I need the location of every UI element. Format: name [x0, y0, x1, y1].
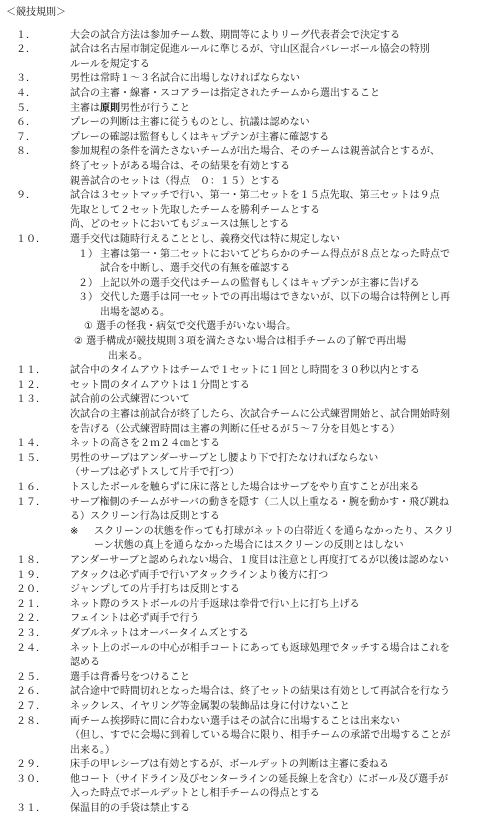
rule-line: ネットの高さを２ｍ２４㎝とする [70, 438, 220, 450]
rule-number: ６． [16, 117, 36, 129]
rule-number: ２３． [16, 627, 46, 639]
sub-item-line: 試合を中断し、選手交代の有無を確認する [100, 263, 290, 275]
rule-line: 試合前の公式練習について [70, 394, 190, 406]
rule-body [70, 233, 497, 364]
rule-item [6, 145, 497, 189]
rule-item [6, 554, 497, 569]
rule-number: １１． [16, 365, 46, 377]
rule-body [70, 496, 497, 554]
sub-item [70, 291, 497, 320]
rule-body [70, 145, 497, 189]
rule-number: ７． [16, 131, 36, 143]
rule-line: フェイントは必ず両手で行う [70, 613, 200, 625]
circled-text: 選手構成が競技規則３項を満たさない場合は相手チームの了解で再出場 [86, 336, 407, 348]
rule-body [70, 364, 497, 379]
rule-item [6, 481, 497, 496]
rule-body [70, 700, 497, 715]
rule-body [70, 481, 497, 496]
rule-line: 選手交代は随時行えることとし、義務交代は特に規定しない [70, 233, 340, 245]
rule-number: １６． [16, 482, 46, 493]
rule-item [6, 87, 497, 102]
rule-item [6, 393, 497, 437]
rule-item [6, 627, 497, 642]
rule-number: １９． [16, 569, 46, 581]
rule-number: ２８． [16, 715, 46, 727]
rule-line: 尚、どのセットにおいてもジュースは無しとする [70, 219, 290, 231]
rule-line: 入った時点でボールデットとし相手チームの得点とする [70, 788, 320, 800]
rule-number: ３１． [16, 803, 46, 815]
rule-body [70, 642, 497, 671]
rule-line: 選手は背番号をつけること [70, 671, 190, 683]
rule-line: 男性のサーブはアンダーサーブとし腰より下で打たなければならない [70, 452, 379, 464]
circled-item [70, 320, 497, 335]
rule-body [70, 131, 497, 146]
rule-line: ダブルネットはオーバータイムズとする [70, 627, 249, 639]
rule-number: ２９． [16, 759, 46, 771]
sub-item [70, 277, 497, 292]
rule-line: 出来る。） [70, 744, 115, 756]
rule-item [6, 452, 497, 481]
rule-number: １０． [16, 233, 46, 245]
rule-item [6, 43, 497, 72]
rule-line: 他コート（サイドライン及びセンターラインの延長線上を含む）にボール及び選手が [70, 773, 449, 785]
rule-line: ネックレス、イヤリング等金属製の装飾品は身に付けないこと [70, 700, 350, 712]
rule-body [70, 554, 497, 569]
rule-line: 両チーム挨拶時に間に合わない選手はその試合に出場することは出来ない [70, 715, 400, 727]
rules-list [6, 29, 497, 817]
rule-line: ジャンプしての片手打ちは反則とする [70, 584, 240, 596]
rule-number: ２１． [16, 598, 46, 610]
rule-line: （サーブは必ずトスして片手で打つ） [70, 467, 240, 479]
rule-body [70, 612, 497, 627]
rule-body [70, 685, 497, 700]
sub-item-body [100, 291, 497, 320]
rule-number: １５． [16, 452, 46, 464]
rule-item [6, 437, 497, 452]
rule-item [6, 72, 497, 87]
rule-line: を告げる（公式練習時間は主審の判断に任せるが５～７分を目処とする） [70, 423, 400, 435]
rule-line: セット間のタイムアウトは１分間とする [70, 379, 250, 391]
rule-number: ２７． [16, 700, 46, 712]
rule-line: 試合途中で時間切れとなった場合は、終了セットの結果は有効として再試合を行なう [70, 686, 450, 698]
rule-line: る）スクリーン行為は反則とする [70, 511, 220, 523]
sub-item-line: 上記以外の選手交代はチームの監督もしくはキャプテンが主審に告げる [100, 277, 420, 289]
sub-item-number: ３） [78, 292, 98, 304]
rule-line: 保温目的の手袋は禁止する [70, 803, 190, 815]
sub-item-body [100, 248, 497, 277]
rule-line: ネット上のボールの中心が相手コートにあっても返球処理でタッチする場合はこれを [70, 642, 450, 654]
rule-body [70, 29, 497, 44]
rule-item [6, 496, 497, 554]
rule-item [6, 569, 497, 584]
sub-item-body [100, 277, 497, 292]
rule-body [70, 87, 497, 102]
circled-mark: ① [84, 321, 97, 333]
sub-item [70, 248, 497, 277]
rule-line: アタックは必ず両手で行いアタックラインより後方に打つ [70, 569, 329, 581]
sub-item-line: 交代した選手は同一セットでの再出場はできないが、以下の場合は特例とし再 [100, 292, 450, 304]
rule-item [6, 642, 497, 671]
rule-number: １４． [16, 438, 46, 450]
rule-line: （但し、すでに会場に到着している場合に限り、相手チームの承諾で出場することが [70, 730, 451, 742]
rule-line: 試合は３セットマッチで行い、第一・第二セットを１５点先取、第三セットは９点 [70, 190, 440, 202]
rule-number: ２４． [16, 642, 46, 654]
rule-item [6, 612, 497, 627]
rule-number: ２０． [16, 584, 46, 596]
rule-item [6, 364, 497, 379]
rule-body [70, 379, 497, 394]
note-line: スクリーンの状態を作っても打球がネットの白帯近くを通らなかったり、スクリ [94, 525, 454, 537]
sub-item-line: 主審は第一・第二セットにおいてどちらかのチーム得点が８点となった時点で [100, 248, 450, 260]
rule-item [6, 189, 497, 233]
rule-item [6, 758, 497, 773]
rule-body [70, 102, 497, 117]
rule-number: ２５． [16, 671, 46, 683]
rule-body [70, 758, 497, 773]
rule-body [70, 583, 497, 598]
rule-line: 主審は原則男性が行うこと [70, 102, 190, 114]
rule-line: 試合の主審・線審・スコアラーは指定されたチームから選出すること [70, 87, 380, 99]
document-title: ＜競技規則＞ [6, 7, 66, 18]
rule-body [70, 189, 497, 233]
rule-line: 男性は常時１～３名試合に出場しなければならない [70, 73, 300, 85]
rule-item [6, 583, 497, 598]
rule-line: 試合中のタイムアウトはチームで１セットに１回とし時間を３０秒以内とする [70, 365, 420, 377]
rule-number: ３０． [16, 773, 46, 785]
circled-continuation: 出来る。 [108, 350, 148, 362]
rule-number: ４． [16, 87, 36, 99]
rule-line: 終了セットがある場合は、その結果を有効とする [70, 160, 290, 172]
rule-body [70, 598, 497, 613]
circled-item [70, 335, 497, 364]
rule-body [70, 715, 497, 759]
rule-number: ３． [16, 73, 36, 85]
rule-line: トスしたボールを触らずに床に落とした場合はサーブをやり直すことが出来る [70, 482, 420, 493]
rule-line: ネット際のラストボールの片手返球は拳骨で行い上に打ち上げる [70, 598, 360, 610]
rule-item [6, 598, 497, 613]
rule-item [6, 233, 497, 364]
rule-number: ９． [16, 190, 36, 202]
note-mark: ※ [70, 525, 79, 537]
rule-item [6, 685, 497, 700]
rule-number: ５． [16, 102, 36, 114]
rule-note [70, 525, 497, 554]
rule-item [6, 29, 497, 44]
rule-number: ８． [16, 146, 36, 158]
rule-number: １． [16, 29, 36, 41]
rule-body [70, 773, 497, 802]
rule-body [70, 569, 497, 584]
rule-line: アンダーサーブと認められない場合、１度目は注意とし再度打てるが以後は認めない [70, 554, 449, 566]
rule-line: 次試合の主審は前試合が終了したら、次試合チームに公式練習開始と、試合開始時刻 [70, 409, 450, 421]
rule-body [70, 452, 497, 481]
rule-number: １３． [16, 394, 46, 406]
rule-line: 大会の試合方法は参加チーム数、期間等によりリーグ代表者会で決定する [70, 29, 400, 41]
note-body [94, 525, 497, 554]
rule-item [6, 102, 497, 117]
sub-item-number: １） [78, 248, 98, 260]
rule-item [6, 802, 497, 817]
rule-line: 親善試合のセットは（得点 ０：１５）とする [70, 175, 280, 187]
rule-number: ２２． [16, 613, 46, 625]
rule-line: 認める [70, 657, 100, 669]
emphasis-text: 原則 [100, 102, 120, 114]
rule-number: １８． [16, 554, 46, 566]
rule-number: １７． [16, 496, 46, 508]
rule-line: 試合は名古屋市制定促進ルールに準じるが、守山区混合バレーボール協会の特別 [70, 44, 430, 56]
rule-body [70, 802, 497, 817]
rule-body [70, 627, 497, 642]
rule-body [70, 72, 497, 87]
rule-line: 床手の甲レシーブは有効とするが、ボールデットの判断は主審に委ねる [70, 759, 389, 771]
sub-item-line: 出場を認める。 [100, 306, 170, 318]
rule-item [6, 379, 497, 394]
rule-body [70, 43, 497, 72]
rule-number: ２６． [16, 686, 46, 698]
rule-item [6, 116, 497, 131]
rule-line: ルールを規定する [70, 58, 150, 70]
sub-item-number: ２） [78, 277, 98, 289]
rule-item [6, 700, 497, 715]
rule-body [70, 116, 497, 131]
rule-number: ２． [16, 44, 36, 56]
rule-line: 先取として２セット先取したチームを勝利チームとする [70, 204, 320, 216]
rule-body [70, 671, 497, 686]
note-line: ーン状態の真上を通らなかった場合にはスクリーンの反則とはしない [94, 540, 404, 552]
rule-body [70, 437, 497, 452]
rule-line: プレーの判断は主審に従うものとし、抗議は認めない [70, 117, 310, 129]
rule-line: 参加規程の条件を満たさないチームが出た場合、そのチームは親善試合とするが、 [70, 146, 440, 158]
rule-body [70, 393, 497, 437]
circled-mark: ② [74, 336, 87, 348]
rule-line: サーブ権側のチームがサーバの動きを隠す（二人以上重なる・腕を動かす・飛び跳ね [70, 496, 449, 508]
circled-text: 選手の怪我・病気で交代選手がいない場合。 [96, 321, 297, 333]
rule-item [6, 773, 497, 802]
rule-item [6, 671, 497, 686]
rule-line: プレーの確認は監督もしくはキャプテンが主審に確認する [70, 131, 330, 143]
rule-item [6, 715, 497, 759]
rule-item [6, 131, 497, 146]
rule-number: １２． [16, 379, 46, 391]
